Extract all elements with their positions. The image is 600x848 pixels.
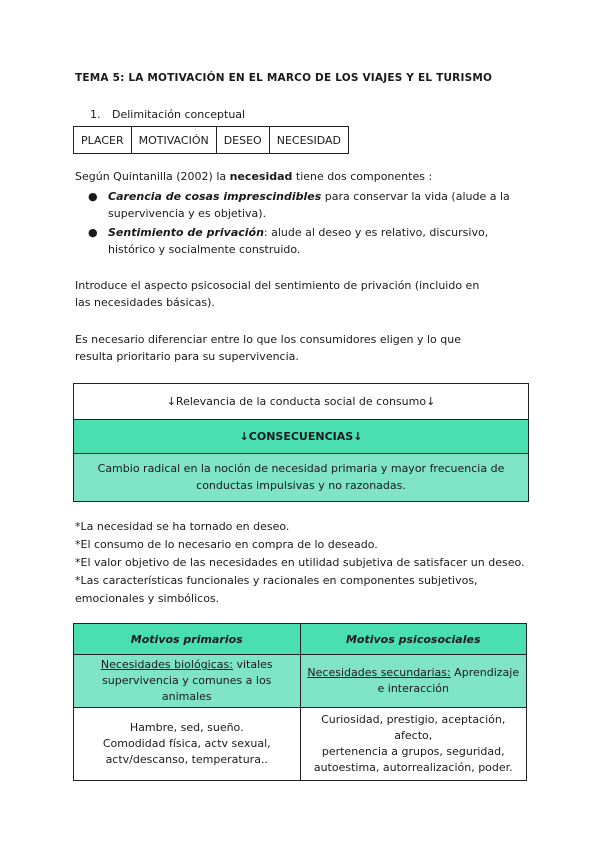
term-cell: MOTIVACIÓN <box>131 127 216 154</box>
consequences-text: Cambio radical en la noción de necesidad primaria y mayor frecuencia de conductas impulsivas y no razonadas. <box>74 454 528 501</box>
psychosocial-examples-cell <box>300 708 527 781</box>
term-cell: NECESIDAD <box>269 127 348 154</box>
bullet-icon: ● <box>88 190 98 203</box>
secondary-needs-cell <box>300 655 527 708</box>
note-item: *El consumo de lo necesario en compra de lo deseado. <box>75 538 378 551</box>
biological-needs-label: Necesidades biológicas: <box>100 658 233 671</box>
terms-table <box>73 126 349 154</box>
note-item: *El valor objetivo de las necesidades en utilidad subjetiva de satisfacer un deseo. <box>75 556 525 569</box>
secondary-needs-label: Necesidades secundarias: <box>307 666 451 679</box>
intro-bold: necesidad <box>229 170 293 183</box>
intro-before: Según Quintanilla (2002) la <box>75 170 230 183</box>
paragraph-psicosocial: Introduce el aspecto psicosocial del sentimiento de privación (incluido en las necesidades básicas). <box>75 279 480 309</box>
list-item: actv/descanso, temperatura.. <box>105 753 268 766</box>
list-item <box>88 188 518 222</box>
page-title: TEMA 5: LA MOTIVACIÓN EN EL MARCO DE LOS VIAJES Y EL TURISMO <box>75 72 493 84</box>
motives-table <box>73 623 527 781</box>
consequences-header: ↓CONSECUENCIAS↓ <box>74 420 528 454</box>
list-item: Comodidad física, actv sexual, <box>102 737 271 750</box>
notes-list <box>75 518 535 608</box>
biological-needs-text: vitales supervivencia y comunes a los animales <box>102 658 273 703</box>
psychosocial-motives-header: Motivos psicosociales <box>300 624 527 655</box>
relevance-row: ↓Relevancia de la conducta social de consumo↓ <box>74 384 528 420</box>
list-item: Curiosidad, prestigio, aceptación, afecto, <box>321 713 506 742</box>
section-label: Delimitación conceptual <box>112 108 246 121</box>
components-list <box>88 188 518 260</box>
list-item <box>88 224 518 258</box>
list-item: pertenencia a grupos, seguridad, <box>321 745 505 758</box>
biological-needs-cell <box>74 655 301 708</box>
list-item: autoestima, autorrealización, poder. <box>313 761 513 774</box>
list-item: Hambre, sed, sueño. <box>129 721 244 734</box>
bullet-term: Carencia de cosas imprescindibles <box>108 190 322 203</box>
primary-examples-cell <box>74 708 301 781</box>
term-cell: DESEO <box>216 127 269 154</box>
bullet-icon: ● <box>88 226 98 239</box>
bullet-text: para conservar la vida (alude a la supervivencia y es objetiva). <box>108 190 510 220</box>
section-number: 1. <box>90 108 101 121</box>
primary-motives-header: Motivos primarios <box>74 624 301 655</box>
note-item: *Las características funcionales y racionales en componentes subjetivos, emocionales y simbólicos. <box>75 574 478 605</box>
consequences-box <box>73 383 529 502</box>
intro-paragraph <box>75 168 432 185</box>
paragraph-diferenciar: Es necesario diferenciar entre lo que los consumidores eligen y lo que resulta prioritario para su supervivencia. <box>75 333 462 363</box>
section-heading <box>90 108 245 121</box>
bullet-term: Sentimiento de privación <box>108 226 264 239</box>
term-cell: PLACER <box>74 127 132 154</box>
intro-after: tiene dos componentes : <box>292 170 433 183</box>
note-item: *La necesidad se ha tornado en deseo. <box>75 520 290 533</box>
secondary-needs-text: Aprendizaje e interacción <box>377 666 520 695</box>
bullet-text: : alude al deseo y es relativo, discursivo, histórico y socialmente construido. <box>108 226 489 256</box>
